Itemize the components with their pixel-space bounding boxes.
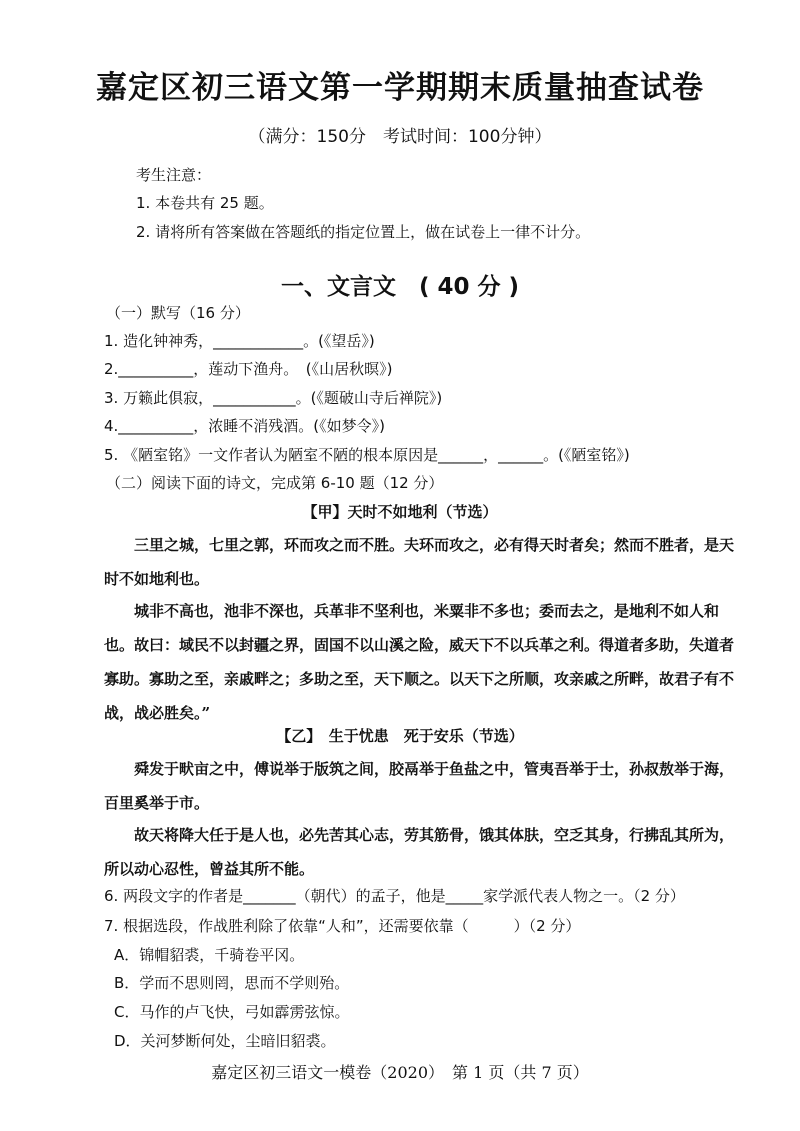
passage-a-paragraph-1: 三里之城，七里之郭，环而攻之而不胜。夫环而攻之，必有得天时者矣；然而不胜者，是天时不如地利也。 <box>104 536 735 588</box>
question-7-stem: 7. 根据选段，作战胜利除了依靠“人和”，还需要依靠（ ）（2 分） <box>104 917 581 935</box>
question-6: 6. 两段文字的作者是_______（朝代）的孟子，他是_____家学派代表人物之一。（2 分） <box>104 887 685 905</box>
question-4: 4.__________，浓睡不消残酒。(《如梦令》) <box>104 417 386 435</box>
page-subtitle: （满分：150分 考试时间：100分钟） <box>248 127 552 147</box>
question-7-option-c: C．马作的卢飞快，弓如霹雳弦惊。 <box>114 1003 350 1021</box>
notice-heading: 考生注意： <box>136 166 212 184</box>
part2-heading: （二）阅读下面的诗文，完成第 6-10 题（12 分） <box>106 474 444 492</box>
question-5: 5. 《陋室铭》一文作者认为陋室不陋的根本原因是______，______。(《陋室铭》) <box>104 446 630 464</box>
passage-b-paragraph-1: 舜发于畎亩之中，傅说举于版筑之间，胶鬲举于鱼盐之中，管夷吾举于士，孙叔敖举于海，百里奚举于市。 <box>104 760 735 812</box>
question-7-option-b: B．学而不思则罔，思而不学则殆。 <box>114 974 350 992</box>
question-2: 2.__________，莲动下渔舟。 (《山居秋暝》) <box>104 360 393 378</box>
part1-heading: （一）默写（16 分） <box>106 304 250 322</box>
passage-a-paragraph-3: 故曰：域民不以封疆之界，固国不以山溪之险，威天下不以兵革之利。得道者多助，失道者寡助。寡助之至，亲戚畔之；多助之至，天下顺之。以天下之所顺，攻亲戚之所畔，故君子有不战，战必胜矣。” <box>104 636 735 722</box>
question-1: 1. 造化钟神秀，____________。(《望岳》) <box>104 332 375 350</box>
passage-a-paragraph-2: 城非不高也，池非不深也，兵革非不坚利也，米粟非不多也；委而去之，是地利不如人和也。 <box>104 602 720 654</box>
question-7-option-a: A．锦帽貂裘，千骑卷平冈。 <box>114 946 305 964</box>
page-footer: 嘉定区初三语文一模卷（2020） 第 1 页（共 7 页） <box>211 1063 589 1082</box>
notice-item-1: 1. 本卷共有 25 题。 <box>136 194 274 212</box>
page-title: 嘉定区初三语文第一学期期末质量抽查试卷 <box>96 70 704 106</box>
notice-item-2: 2. 请将所有答案做在答题纸的指定位置上，做在试卷上一律不计分。 <box>136 223 591 241</box>
passage-b-paragraph-2: 故天将降大任于是人也，必先苦其心志，劳其筋骨，饿其体肤，空乏其身，行拂乱其所为，所以动心忍性，曾益其所不能。 <box>104 826 735 878</box>
section-title: 一、文言文 ( 40 分 ) <box>280 274 520 300</box>
question-7-option-d: D．关河梦断何处，尘暗旧貂裘。 <box>114 1032 336 1050</box>
passage-b-title: 【乙】 生于忧患 死于安乐（节选） <box>276 727 524 745</box>
question-3: 3. 万籁此俱寂，___________。(《题破山寺后禅院》) <box>104 389 443 407</box>
passage-a-title: 【甲】天时不如地利（节选） <box>302 503 498 521</box>
